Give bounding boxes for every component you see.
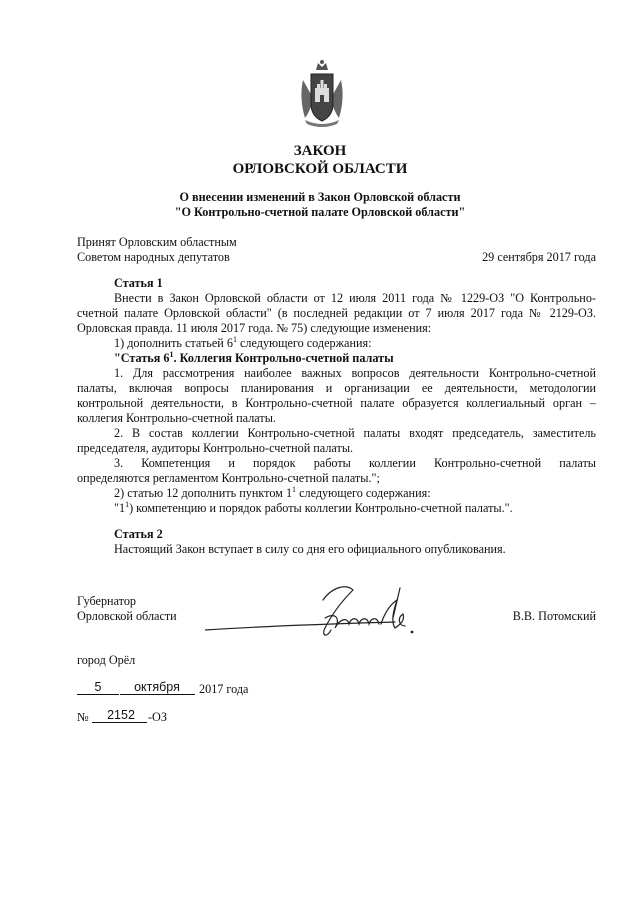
law-number-underline [92, 722, 147, 723]
signatory-title-line-1: Губернатор [77, 594, 137, 608]
date-day: 5 [94, 680, 102, 694]
adoption-date: 29 сентября 2017 года [482, 250, 596, 264]
coat-of-arms-emblem [297, 58, 347, 128]
article-2-heading: Статья 2 [114, 527, 163, 541]
new-article-heading: "Статья $6^1$. Коллегия Контрольно-счетной палаты [114, 350, 394, 365]
date-day-underline [77, 694, 119, 695]
law-label: ЗАКОН [293, 143, 347, 159]
clause-3-line-2: определяются регламентом Контрольно-счетной палаты."; [77, 471, 380, 485]
clause-1-line-2: палаты, включая вопросы планирования и организации ее деятельности, методологии [77, 381, 596, 395]
article-1-p1-line-1: Внести в Закон Орловской области от 12 июля 2011 года № 1229-ОЗ "О Контрольно- [114, 291, 596, 305]
clause-2-line-1: 2. В состав коллегии Контрольно-счетной палаты входят председатель, заместитель [114, 426, 596, 440]
clause-2-line-2: председателя, аудиторы Контрольно-счетной палаты. [77, 441, 354, 455]
date-month: октября [134, 680, 180, 694]
article-2-text: Настоящий Закон вступает в силу со дня его официального опубликования. [114, 542, 506, 556]
number-prefix: № [77, 710, 89, 724]
date-year: 2017 года [199, 682, 249, 696]
clause-1-line-3: контрольной деятельности, в Контрольно-счетной палате образуется коллегиальный орган – [77, 396, 596, 410]
clause-3-line-1: 3. Компетенция и порядок работы коллегии Контрольно-счетной палаты [114, 456, 596, 470]
city-label: город Орёл [77, 653, 136, 667]
number-suffix: -ОЗ [148, 710, 167, 724]
article-1-heading: Статья 1 [114, 276, 163, 290]
adoption-line-1: Принят Орловским областным [77, 235, 237, 249]
signatory-name: В.В. Потомский [512, 609, 596, 623]
article-1-p1-line-2: счетной палате Орловской области" (в последней редакции от 7 июля 2017 года № 2129-ОЗ. [77, 306, 596, 320]
date-month-underline [120, 694, 195, 695]
article-1-item-2: 2) статью 12 дополнить пунктом $1^1$ следующего содержания: [114, 485, 431, 500]
handwritten-signature [205, 578, 435, 648]
title-line-1: О внесении изменений в Закон Орловской области [179, 190, 461, 204]
article-1-item-2-quote: "$1^1$) компетенцию и порядок работы коллегии Контрольно-счетной палаты.". [114, 500, 513, 515]
article-1-item-1: 1) дополнить статьей $6^1$ следующего содержания: [114, 335, 372, 350]
signatory-title-line-2: Орловской области [77, 609, 177, 623]
region-label: ОРЛОВСКОЙ ОБЛАСТИ [232, 161, 408, 177]
adoption-line-2: Советом народных депутатов [77, 250, 230, 264]
law-number: 2152 [107, 708, 135, 722]
title-line-2: "О Контрольно-счетной палате Орловской области" [174, 205, 466, 219]
clause-1-line-4: коллегия Контрольно-счетной палаты. [77, 411, 276, 425]
article-1-p1-line-3: Орловская правда. 11 июля 2017 года. № 75) следующие изменения: [77, 321, 432, 335]
clause-1-line-1: 1. Для рассмотрения наиболее важных вопросов деятельности Контрольно-счетной [114, 366, 596, 380]
